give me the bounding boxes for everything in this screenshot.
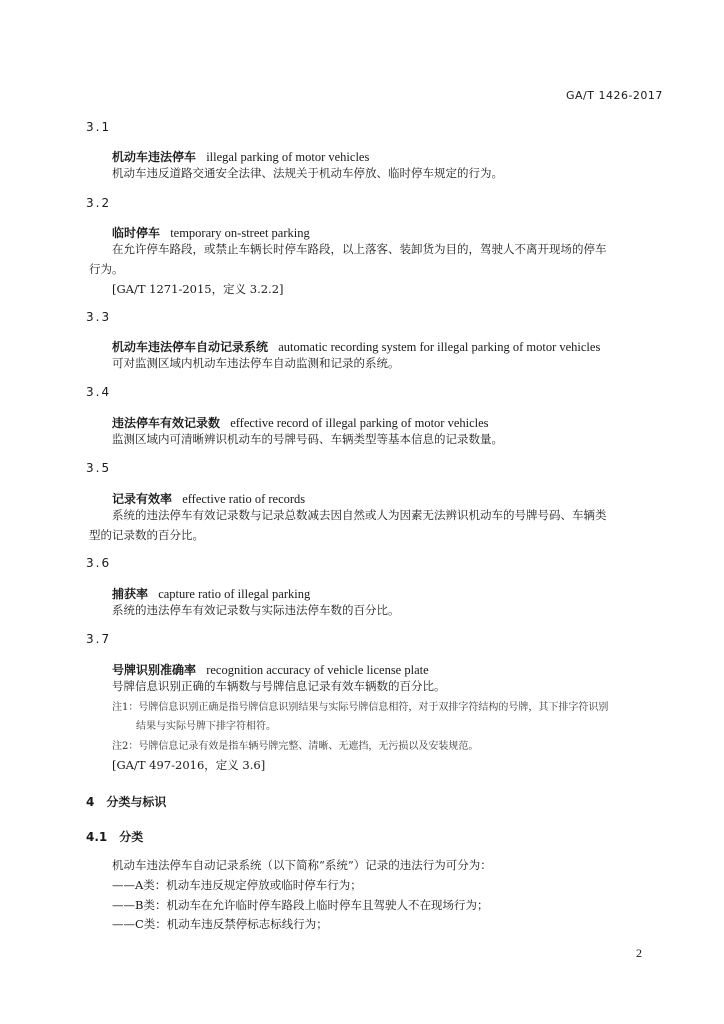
term-zh: 临时停车 bbox=[112, 226, 161, 240]
definition-line: 机动车违反道路交通安全法律、法规关于机动车停放、临时停车规定的行为。 bbox=[112, 166, 503, 180]
term-en: capture ratio of illegal parking bbox=[158, 587, 311, 601]
definition-line: 系统的违法停车有效记录数与实际违法停车数的百分比。 bbox=[112, 603, 400, 617]
definition-line: 号牌信息识别正确的车辆数与号牌信息记录有效车辆数的百分比。 bbox=[112, 679, 446, 693]
term-en: effective record of illegal parking of motor vehicles bbox=[230, 416, 489, 430]
clause-number: 3.2 bbox=[86, 196, 112, 210]
definition-line: 行为。 bbox=[89, 262, 124, 276]
clause-number: 3.7 bbox=[86, 632, 112, 646]
clause-number: 3.5 bbox=[86, 461, 112, 475]
term-title bbox=[112, 659, 429, 678]
subsection-title: 4.1 分类 bbox=[86, 830, 144, 844]
note: 注1：号牌信息识别正确是指号牌信息识别结果与实际号牌信息相符，对于双排字符结构的号牌，其下排字符识别 bbox=[112, 702, 609, 713]
term-zh: 号牌识别准确率 bbox=[112, 663, 197, 677]
section-title: 4 分类与标识 bbox=[86, 795, 167, 809]
term-zh: 违法停车有效记录数 bbox=[112, 416, 221, 430]
term-title bbox=[112, 222, 310, 241]
document-code: GA/T 1426-2017 bbox=[566, 89, 663, 102]
definition-line: 监测区域内可清晰辨识机动车的号牌号码、车辆类型等基本信息的记录数量。 bbox=[112, 432, 503, 446]
definition-line: 在允许停车路段，或禁止车辆长时停车路段，以上落客、装卸货为目的，驾驶人不离开现场的停车 bbox=[112, 242, 607, 256]
clause-number: 3.3 bbox=[86, 310, 112, 324]
term-zh: 机动车违法停车 bbox=[112, 150, 197, 164]
term-zh: 记录有效率 bbox=[112, 492, 173, 506]
term-en: illegal parking of motor vehicles bbox=[206, 150, 370, 164]
list-item: ——A类：机动车违反规定停放或临时停车行为； bbox=[112, 878, 362, 892]
term-en: temporary on-street parking bbox=[170, 226, 310, 240]
term-title bbox=[112, 583, 310, 602]
term-title bbox=[112, 412, 489, 431]
definition-line: 型的记录数的百分比。 bbox=[89, 528, 204, 542]
definition-line: 系统的违法停车有效记录数与记录总数减去因自然或人为因素无法辨识机动车的号牌号码、车辆类 bbox=[112, 508, 607, 522]
note: 注2：号牌信息记录有效是指车辆号牌完整、清晰、无遮挡，无污损以及安装规范。 bbox=[112, 741, 479, 752]
definition-line: 可对监测区域内机动车违法停车自动监测和记录的系统。 bbox=[112, 356, 400, 370]
page-number: 2 bbox=[636, 946, 642, 960]
reference: [GA/T 1271-2015，定义 3.2.2] bbox=[112, 282, 284, 296]
clause-number: 3.6 bbox=[86, 556, 112, 570]
reference: [GA/T 497-2016，定义 3.6] bbox=[112, 758, 266, 772]
term-en: recognition accuracy of vehicle license plate bbox=[206, 663, 429, 677]
term-title bbox=[112, 336, 600, 355]
section-intro: 机动车违法停车自动记录系统（以下简称“系统”）记录的违法行为可分为： bbox=[112, 858, 492, 872]
term-title bbox=[112, 146, 369, 165]
clause-number: 3.1 bbox=[86, 120, 112, 134]
note: 结果与实际号牌下排字符相符。 bbox=[136, 721, 276, 732]
clause-number: 3.4 bbox=[86, 385, 112, 399]
term-zh: 捕获率 bbox=[112, 587, 149, 601]
term-en: effective ratio of records bbox=[182, 492, 306, 506]
term-en: automatic recording system for illegal parking of motor vehicles bbox=[278, 340, 601, 354]
term-zh: 机动车违法停车自动记录系统 bbox=[112, 340, 269, 354]
list-item: ——C类：机动车违反禁停标志标线行为； bbox=[112, 917, 328, 931]
list-item: ——B类：机动车在允许临时停车路段上临时停车且驾驶人不在现场行为； bbox=[112, 898, 489, 912]
term-title bbox=[112, 488, 305, 507]
